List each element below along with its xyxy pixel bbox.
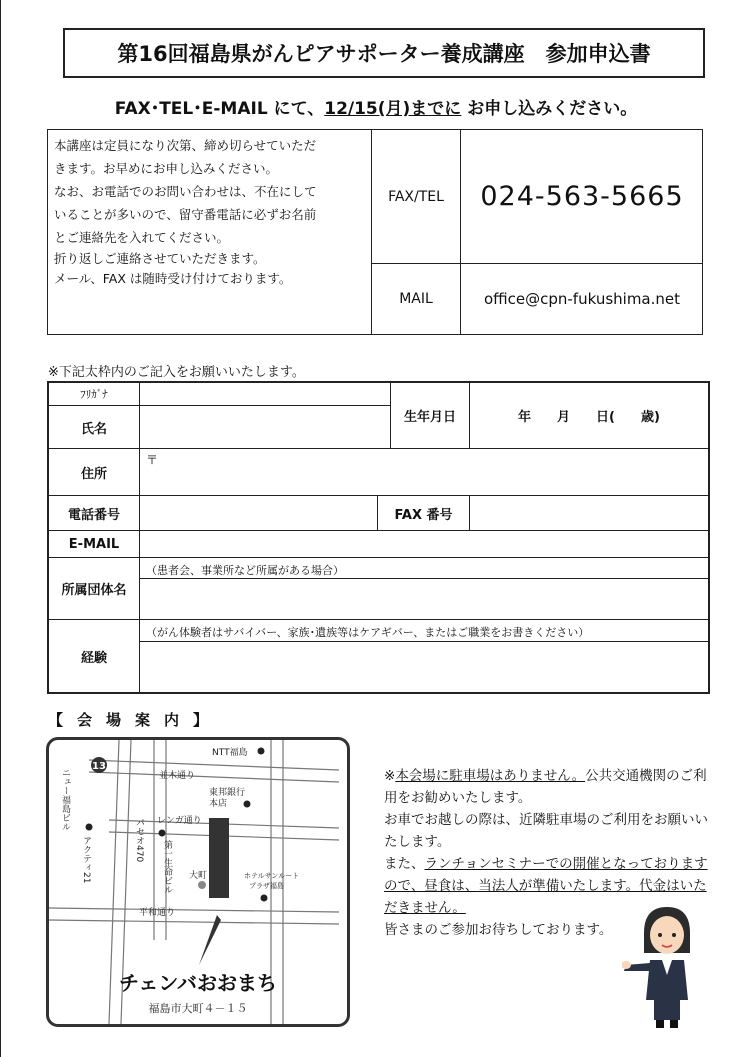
map-label-hotel: ホテルサンルート (244, 872, 300, 880)
form-note: ※下記太枠内のご記入をお願いいたします。 (48, 365, 305, 380)
phone-label: 電話番号 (67, 507, 120, 523)
map-label-acty: アクティ21 (81, 836, 91, 884)
email-address[interactable]: office@cpn-fukushima.net (483, 290, 681, 308)
fax-label: FAX 番号 (394, 507, 453, 523)
closing-note: 皆さまのご参加お待ちしております。 (384, 922, 613, 938)
route-13-label: 13 (92, 761, 106, 772)
venue-map (46, 737, 350, 1027)
experience-hint: （がん体験者はサバイバー、家族･遺族等はケアギバー、またはご職業をお書きください） (146, 626, 590, 639)
submission-request: お申し込みください。 (461, 99, 638, 119)
map-label-omachi: 大町 (189, 871, 208, 881)
info-text (54, 134, 372, 289)
no-parking-note: 本会場に駐車場はありません。 (395, 768, 586, 784)
map-label-new-fukushima: ニュー福島ビル (60, 768, 70, 831)
note-mark: ※ (384, 768, 396, 784)
name-input[interactable] (140, 406, 390, 448)
fax-tel-label: FAX/TEL (388, 188, 444, 205)
map-label-plaza: プラザ福島 (249, 882, 284, 890)
phone-number[interactable]: 024-563-5665 (480, 181, 684, 212)
venue-address: 福島市大町４－１５ (148, 1002, 248, 1015)
map-label-daiichi: 第一生命ビル (162, 840, 172, 894)
organization-hint: （患者会、事業所など所属がある場合） (146, 564, 344, 577)
map-drawing (49, 740, 347, 1024)
info-line: 本講座は定員になり次第、締め切らせていただ (54, 138, 317, 153)
presenter-illustration (622, 905, 712, 1030)
postal-mark: 〒 (146, 453, 159, 467)
mail-label: MAIL (399, 291, 433, 307)
birthdate-input[interactable]: 年 月 日( 歳) (518, 410, 660, 425)
name-label: 氏名 (80, 421, 107, 437)
info-line: メール、FAX は随時受け付けております。 (54, 271, 292, 286)
submission-methods: FAX･TEL･E-MAIL にて、 (114, 99, 325, 119)
email-input[interactable] (140, 531, 708, 557)
address-label: 住所 (80, 466, 107, 482)
info-line: とご連絡先を入れてください。 (54, 230, 230, 245)
map-label-namiki: 並木通り (159, 771, 196, 781)
organization-input[interactable] (140, 579, 708, 619)
submission-instruction (0, 94, 752, 119)
experience-input[interactable] (140, 642, 708, 692)
row-divider (49, 619, 708, 620)
email-label: E-MAIL (68, 536, 120, 552)
also-text: また、 (384, 856, 425, 872)
venue-name: チェンバおおまち (119, 971, 277, 995)
map-label-renga: レンガ通り (157, 816, 202, 826)
luncheon-note: ランチョンセミナーでの開催となっておりますので、昼食は、当法人が準備いたします。代金はいただきません。 (384, 856, 708, 916)
address-input[interactable] (159, 449, 707, 495)
info-line: いることが多いので、留守番電話に必ずお名前 (54, 207, 317, 222)
contact-info-box (47, 129, 703, 335)
map-label-toho: 東邦銀行 (209, 788, 246, 798)
furigana-label: ﾌﾘｶﾞﾅ (80, 388, 108, 401)
fax-input[interactable] (470, 496, 708, 530)
experience-label: 経験 (80, 650, 107, 666)
car-parking-note: お車でお越しの際は、近隣駐車場のご利用をお願いいたします。 (384, 812, 708, 850)
info-line: 折り返しご連絡させていただきます。 (54, 251, 266, 266)
deadline-date: 12/15(月)までに (324, 99, 462, 119)
application-form (47, 381, 710, 694)
phone-input[interactable] (140, 496, 377, 530)
birthdate-label: 生年月日 (403, 410, 456, 425)
public-transit-note: 公共交通機関のご利用をお勧めいたします。 (384, 768, 707, 806)
page-title: 第16回福島県がんピアサポーター養成講座 参加申込書 (63, 28, 705, 78)
map-label-paseo: パセオ470 (134, 818, 144, 863)
furigana-input[interactable] (140, 383, 390, 405)
info-line: きます。お早めにお申し込みください。 (54, 161, 279, 176)
map-label-honten: 本店 (209, 799, 228, 809)
map-label-heiwa: 平和通り (139, 908, 176, 918)
venue-heading: 【会場案内】 (48, 711, 223, 729)
page-edge (0, 0, 1, 1057)
map-label-ntt: NTT福島 (212, 748, 248, 758)
row-divider (49, 557, 708, 558)
organization-label: 所属団体名 (61, 583, 127, 598)
info-line: なお、お電話でのお問い合わせは、不在にして (54, 184, 317, 199)
